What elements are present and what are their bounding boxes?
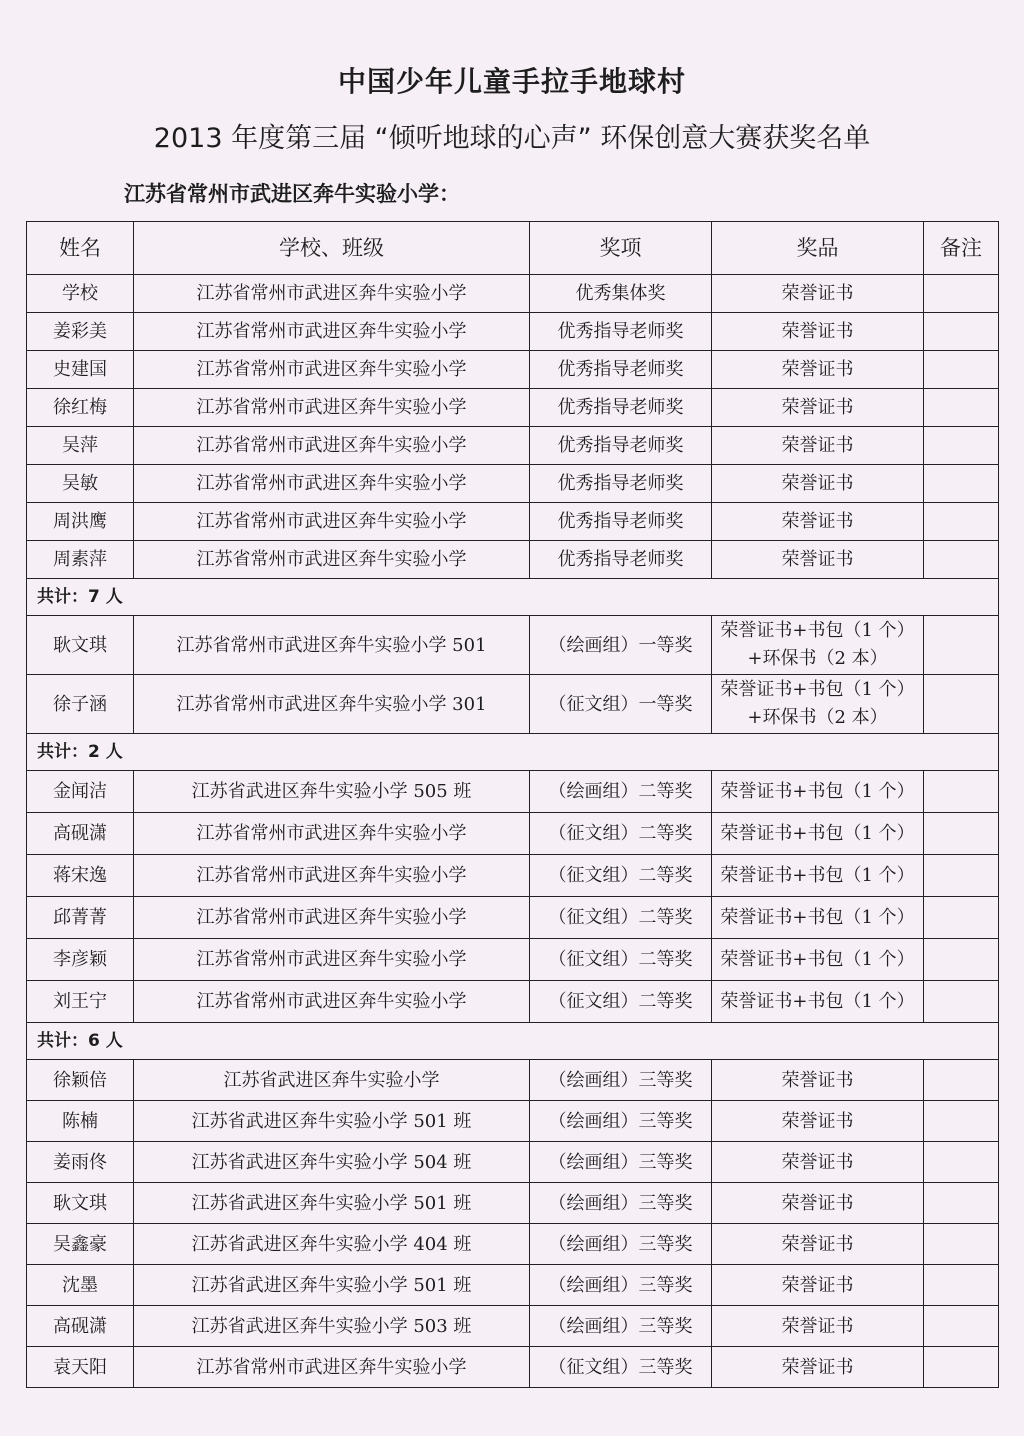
cell-school: 江苏省常州市武进区奔牛实验小学 [134, 1347, 530, 1388]
cell-remarks [924, 427, 999, 465]
prize-line-1: 荣誉证书+书包（1 个） [720, 620, 915, 641]
cell-award: （绘画组）三等奖 [530, 1183, 712, 1224]
cell-name: 邱菁菁 [27, 897, 134, 939]
cell-name: 周素萍 [27, 541, 134, 579]
awards-table [26, 221, 999, 1388]
school-heading: 江苏省常州市武进区奔牛实验小学： [124, 182, 460, 206]
cell-remarks [924, 1306, 999, 1347]
cell-remarks [924, 541, 999, 579]
cell-name: 高砚潇 [27, 813, 134, 855]
cell-school: 江苏省常州市武进区奔牛实验小学 [134, 939, 530, 981]
cell-prize: 荣誉证书 [712, 389, 924, 427]
cell-name: 吴鑫豪 [27, 1224, 134, 1265]
cell-prize: 荣誉证书+书包（1 个） [712, 897, 924, 939]
table-row [27, 1306, 999, 1347]
cell-prize: 荣誉证书 [712, 275, 924, 313]
cell-name: 吴敏 [27, 465, 134, 503]
cell-remarks [924, 1224, 999, 1265]
cell-school: 江苏省武进区奔牛实验小学 501 班 [134, 1101, 530, 1142]
cell-name: 徐红梅 [27, 389, 134, 427]
table-row [27, 1347, 999, 1388]
cell-prize [712, 616, 924, 675]
cell-remarks [924, 616, 999, 675]
cell-name: 高砚潇 [27, 1306, 134, 1347]
header-school-class: 学校、班级 [134, 222, 530, 275]
cell-remarks [924, 981, 999, 1023]
table-row [27, 351, 999, 389]
table-row [27, 939, 999, 981]
cell-award: （征文组）二等奖 [530, 981, 712, 1023]
cell-remarks [924, 675, 999, 734]
header-award: 奖项 [530, 222, 712, 275]
summary-total: 共计：2 人 [27, 734, 999, 771]
cell-remarks [924, 855, 999, 897]
cell-remarks [924, 897, 999, 939]
cell-school: 江苏省常州市武进区奔牛实验小学 [134, 813, 530, 855]
cell-remarks [924, 465, 999, 503]
summary-row [27, 579, 999, 616]
cell-prize: 荣誉证书 [712, 1347, 924, 1388]
cell-remarks [924, 313, 999, 351]
table-header-row [27, 222, 999, 275]
cell-name: 陈楠 [27, 1101, 134, 1142]
cell-school: 江苏省常州市武进区奔牛实验小学 [134, 313, 530, 351]
prize-line-2: +环保书（2 本） [747, 707, 888, 728]
cell-prize: 荣誉证书 [712, 1306, 924, 1347]
cell-school: 江苏省常州市武进区奔牛实验小学 [134, 981, 530, 1023]
cell-school: 江苏省武进区奔牛实验小学 505 班 [134, 771, 530, 813]
cell-award: （征文组）三等奖 [530, 1347, 712, 1388]
cell-prize: 荣誉证书 [712, 1101, 924, 1142]
table-row [27, 427, 999, 465]
table-row [27, 541, 999, 579]
cell-prize: 荣誉证书+书包（1 个） [712, 771, 924, 813]
cell-remarks [924, 939, 999, 981]
cell-award: 优秀指导老师奖 [530, 427, 712, 465]
cell-school: 江苏省武进区奔牛实验小学 501 班 [134, 1265, 530, 1306]
cell-school: 江苏省常州市武进区奔牛实验小学 [134, 389, 530, 427]
summary-total: 共计：6 人 [27, 1023, 999, 1060]
header-prize: 奖品 [712, 222, 924, 275]
cell-school: 江苏省常州市武进区奔牛实验小学 [134, 503, 530, 541]
cell-award: （绘画组）三等奖 [530, 1306, 712, 1347]
cell-prize: 荣誉证书 [712, 427, 924, 465]
table-row [27, 389, 999, 427]
table-row [27, 1101, 999, 1142]
table-row [27, 313, 999, 351]
cell-school: 江苏省武进区奔牛实验小学 501 班 [134, 1183, 530, 1224]
cell-award: （征文组）二等奖 [530, 855, 712, 897]
cell-name: 袁天阳 [27, 1347, 134, 1388]
cell-school: 江苏省常州市武进区奔牛实验小学 [134, 541, 530, 579]
cell-name: 刘王宁 [27, 981, 134, 1023]
cell-award: （征文组）二等奖 [530, 813, 712, 855]
cell-remarks [924, 351, 999, 389]
cell-remarks [924, 1101, 999, 1142]
cell-prize: 荣誉证书 [712, 503, 924, 541]
cell-award: （征文组）一等奖 [530, 675, 712, 734]
cell-remarks [924, 813, 999, 855]
cell-prize: 荣誉证书 [712, 465, 924, 503]
summary-row [27, 1023, 999, 1060]
table-row [27, 1265, 999, 1306]
cell-award: （绘画组）三等奖 [530, 1142, 712, 1183]
cell-award: （绘画组）三等奖 [530, 1101, 712, 1142]
cell-award: 优秀指导老师奖 [530, 465, 712, 503]
cell-award: 优秀指导老师奖 [530, 503, 712, 541]
table-row [27, 981, 999, 1023]
cell-name: 周洪鹰 [27, 503, 134, 541]
cell-school: 江苏省武进区奔牛实验小学 [134, 1060, 530, 1101]
cell-award: 优秀指导老师奖 [530, 389, 712, 427]
table-row [27, 1224, 999, 1265]
summary-total: 共计：7 人 [27, 579, 999, 616]
cell-prize: 荣誉证书+书包（1 个） [712, 813, 924, 855]
cell-school: 江苏省常州市武进区奔牛实验小学 [134, 427, 530, 465]
table-row [27, 1183, 999, 1224]
cell-remarks [924, 389, 999, 427]
table-row [27, 855, 999, 897]
cell-name: 姜雨佟 [27, 1142, 134, 1183]
table-row [27, 503, 999, 541]
cell-school: 江苏省常州市武进区奔牛实验小学 301 [134, 675, 530, 734]
prize-line-2: +环保书（2 本） [747, 648, 888, 669]
cell-award: 优秀指导老师奖 [530, 313, 712, 351]
cell-prize: 荣誉证书+书包（1 个） [712, 855, 924, 897]
cell-name: 史建国 [27, 351, 134, 389]
cell-school: 江苏省武进区奔牛实验小学 404 班 [134, 1224, 530, 1265]
table-row [27, 813, 999, 855]
cell-award: （征文组）二等奖 [530, 939, 712, 981]
cell-prize: 荣誉证书 [712, 1224, 924, 1265]
cell-school: 江苏省常州市武进区奔牛实验小学 [134, 897, 530, 939]
cell-name: 李彦颖 [27, 939, 134, 981]
table-row [27, 1142, 999, 1183]
cell-remarks [924, 771, 999, 813]
cell-prize: 荣誉证书 [712, 1142, 924, 1183]
cell-prize: 荣誉证书 [712, 351, 924, 389]
cell-name: 耿文琪 [27, 616, 134, 675]
cell-award: （绘画组）三等奖 [530, 1265, 712, 1306]
cell-award: （绘画组）一等奖 [530, 616, 712, 675]
cell-school: 江苏省武进区奔牛实验小学 503 班 [134, 1306, 530, 1347]
document-title: 中国少年儿童手拉手地球村 [337, 65, 686, 98]
table-row [27, 675, 999, 734]
cell-name: 吴萍 [27, 427, 134, 465]
cell-name: 学校 [27, 275, 134, 313]
cell-award: （绘画组）二等奖 [530, 771, 712, 813]
cell-school: 江苏省常州市武进区奔牛实验小学 [134, 351, 530, 389]
cell-remarks [924, 503, 999, 541]
header-remarks: 备注 [924, 222, 999, 275]
cell-school: 江苏省常州市武进区奔牛实验小学 [134, 275, 530, 313]
summary-row [27, 734, 999, 771]
cell-name: 蒋宋逸 [27, 855, 134, 897]
cell-award: 优秀指导老师奖 [530, 351, 712, 389]
cell-prize: 荣誉证书 [712, 1060, 924, 1101]
cell-award: （绘画组）三等奖 [530, 1224, 712, 1265]
cell-prize [712, 675, 924, 734]
cell-school: 江苏省常州市武进区奔牛实验小学 [134, 855, 530, 897]
cell-remarks [924, 1347, 999, 1388]
cell-award: （征文组）二等奖 [530, 897, 712, 939]
cell-school: 江苏省常州市武进区奔牛实验小学 501 [134, 616, 530, 675]
cell-remarks [924, 275, 999, 313]
table-row [27, 897, 999, 939]
cell-award: （绘画组）三等奖 [530, 1060, 712, 1101]
cell-name: 徐颖倍 [27, 1060, 134, 1101]
document-subtitle: 2013 年度第三届 “倾听地球的心声” 环保创意大赛获奖名单 [153, 123, 871, 154]
cell-prize: 荣誉证书 [712, 1183, 924, 1224]
table-row [27, 275, 999, 313]
cell-award: 优秀指导老师奖 [530, 541, 712, 579]
header-name: 姓名 [27, 222, 134, 275]
cell-school: 江苏省武进区奔牛实验小学 504 班 [134, 1142, 530, 1183]
cell-school: 江苏省常州市武进区奔牛实验小学 [134, 465, 530, 503]
cell-name: 金闻洁 [27, 771, 134, 813]
cell-prize: 荣誉证书+书包（1 个） [712, 981, 924, 1023]
cell-remarks [924, 1183, 999, 1224]
cell-prize: 荣誉证书+书包（1 个） [712, 939, 924, 981]
cell-name: 姜彩美 [27, 313, 134, 351]
cell-remarks [924, 1142, 999, 1183]
cell-remarks [924, 1265, 999, 1306]
table-row [27, 1060, 999, 1101]
cell-prize: 荣誉证书 [712, 1265, 924, 1306]
cell-name: 沈墨 [27, 1265, 134, 1306]
cell-prize: 荣誉证书 [712, 541, 924, 579]
table-row [27, 616, 999, 675]
prize-line-1: 荣誉证书+书包（1 个） [720, 679, 915, 700]
cell-name: 徐子涵 [27, 675, 134, 734]
table-row [27, 771, 999, 813]
table-row [27, 465, 999, 503]
cell-name: 耿文琪 [27, 1183, 134, 1224]
cell-remarks [924, 1060, 999, 1101]
cell-award: 优秀集体奖 [530, 275, 712, 313]
cell-prize: 荣誉证书 [712, 313, 924, 351]
